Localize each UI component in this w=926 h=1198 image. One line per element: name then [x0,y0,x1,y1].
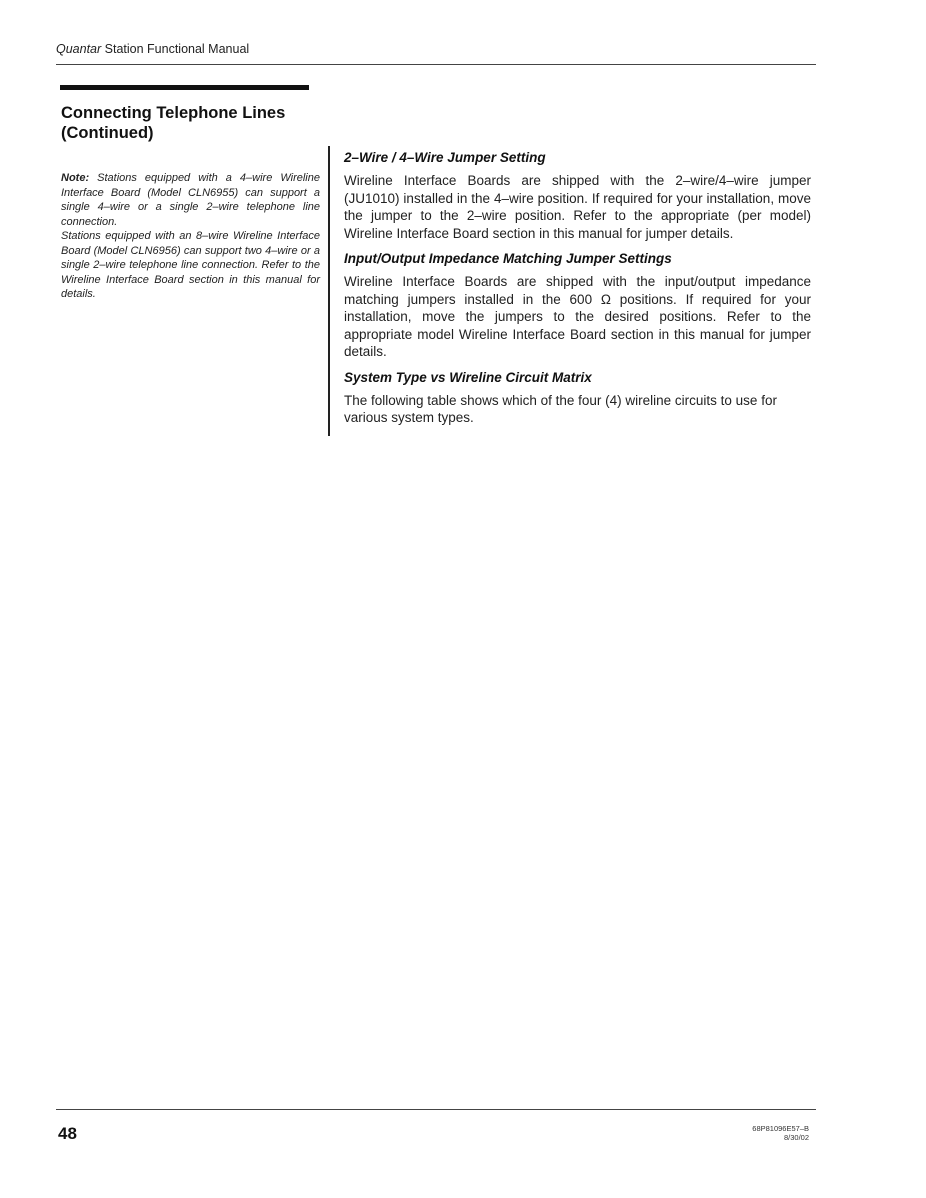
impedance-heading: Input/Output Impedance Matching Jumper Settings [344,251,672,266]
document-number: 68P81096E57–B [752,1124,809,1133]
section-bar [60,85,309,90]
header-manual-title: Station Functional Manual [101,42,250,56]
footer-rule [56,1109,816,1110]
main-content [344,150,811,436]
page-number: 48 [58,1124,77,1143]
section-title-line-2: (Continued) [61,124,154,142]
column-divider [328,146,330,436]
note-paragraph-1 [61,171,320,229]
section-title [61,103,321,143]
document-date: 8/30/02 [783,1133,809,1142]
matrix-heading: System Type vs Wireline Circuit Matrix [344,369,592,385]
jumper-setting-text: Wireline Interface Boards are shipped with the 2–wire/4–wire jumper (JU1010) installed in the 4–wire position. If required for your installation, move the jumper to the 2–wire position. Refer to the appropriate (per model) Wireline Interface Board section in this manual for jumper details. [344,173,811,241]
document-code [752,1124,809,1142]
header-product-name: Quantar [56,42,102,56]
note-paragraph-2: Stations equipped with an 8–wire Wireline Interface Board (Model CLN6956) can support two 4–wire or a single 2–wire telephone line connection. Refer to the Wireline Interface Board section in this manual for details. [61,230,320,300]
impedance-text: Wireline Interface Boards are shipped with the input/output impedance matching jumpers installed in the 600 Ω positions. If required for your installation, move the jumpers to the desired positions. Refer to the appropriate model Wireline Interface Board section in this manual for jumper details. [344,274,811,359]
running-header [56,42,249,56]
header-rule [56,64,816,65]
side-note [61,171,320,302]
jumper-setting-heading: 2–Wire / 4–Wire Jumper Setting [344,150,546,165]
matrix-text: The following table shows which of the four (4) wireline circuits to use for various system types. [344,392,777,425]
section-title-line-1: Connecting Telephone Lines [61,104,286,122]
note-text-1: Stations equipped with a 4–wire Wireline Interface Board (Model CLN6955) can support a single 4–wire or a single 2–wire telephone line connection. [61,172,320,228]
note-label: Note: [61,172,90,184]
